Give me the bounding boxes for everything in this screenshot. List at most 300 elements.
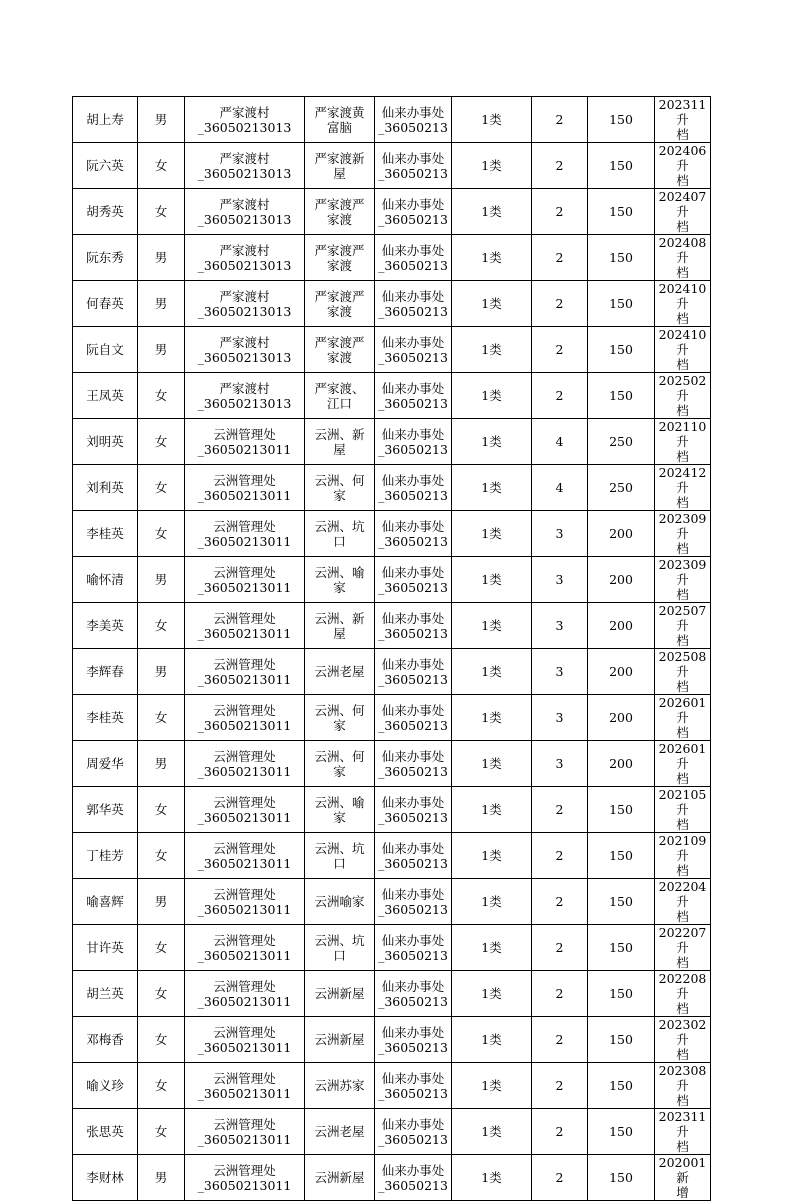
village-cell-line: 严家渡村 bbox=[219, 150, 270, 166]
note-cell bbox=[655, 1109, 711, 1155]
note-cell-line: 档 bbox=[676, 863, 689, 878]
note-cell-line: 档 bbox=[676, 1001, 689, 1016]
note-cell-line: 档 bbox=[676, 219, 689, 234]
group-cell-line: 家 bbox=[333, 579, 346, 595]
group-cell bbox=[305, 695, 375, 741]
gender-cell: 女 bbox=[138, 373, 185, 419]
category-cell: 1类 bbox=[452, 281, 532, 327]
office-cell bbox=[375, 879, 452, 925]
office-cell bbox=[375, 695, 452, 741]
office-cell-line: 仙来办事处 bbox=[381, 242, 445, 258]
village-cell bbox=[185, 879, 305, 925]
note-cell bbox=[655, 557, 711, 603]
village-cell-line: 云洲管理处 bbox=[213, 840, 276, 856]
group-cell bbox=[305, 1063, 375, 1109]
group-cell-line: 云洲、新 bbox=[314, 610, 365, 626]
group-cell-line: 家 bbox=[333, 487, 346, 503]
note-cell-line: 202507升 bbox=[658, 603, 707, 633]
table-row bbox=[73, 879, 711, 925]
note-cell-line: 档 bbox=[676, 1047, 689, 1062]
group-cell bbox=[305, 741, 375, 787]
village-cell-line: _36050213013 bbox=[197, 257, 292, 273]
village-cell-line: _36050213011 bbox=[197, 671, 292, 687]
office-cell-line: _36050213 bbox=[378, 487, 448, 503]
name-cell: 周爱华 bbox=[73, 741, 138, 787]
category-cell: 1类 bbox=[452, 695, 532, 741]
name-cell: 刘明英 bbox=[73, 419, 138, 465]
category-cell: 1类 bbox=[452, 327, 532, 373]
village-cell-line: _36050213011 bbox=[197, 763, 292, 779]
note-cell-line: 档 bbox=[676, 495, 689, 510]
group-cell-line: 家渡 bbox=[326, 257, 352, 273]
office-cell bbox=[375, 741, 452, 787]
note-cell bbox=[655, 97, 711, 143]
group-cell-line: 严家渡严 bbox=[314, 288, 365, 304]
name-cell: 丁桂芳 bbox=[73, 833, 138, 879]
note-cell bbox=[655, 741, 711, 787]
office-cell-line: 仙来办事处 bbox=[381, 288, 445, 304]
group-cell-line: 屋 bbox=[333, 625, 346, 641]
office-cell-line: 仙来办事处 bbox=[381, 748, 445, 764]
category-cell: 1类 bbox=[452, 787, 532, 833]
village-cell-line: _36050213013 bbox=[197, 303, 292, 319]
amount-cell: 150 bbox=[588, 833, 655, 879]
note-cell-line: 档 bbox=[676, 311, 689, 326]
group-cell bbox=[305, 1109, 375, 1155]
gender-cell: 男 bbox=[138, 741, 185, 787]
category-cell: 1类 bbox=[452, 465, 532, 511]
gender-cell: 女 bbox=[138, 833, 185, 879]
village-cell bbox=[185, 419, 305, 465]
category-cell: 1类 bbox=[452, 833, 532, 879]
village-cell-line: 云洲管理处 bbox=[213, 978, 276, 994]
group-cell bbox=[305, 235, 375, 281]
level-cell: 2 bbox=[532, 971, 588, 1017]
name-cell: 胡秀英 bbox=[73, 189, 138, 235]
group-cell-line: 家 bbox=[333, 809, 346, 825]
village-cell-line: _36050213011 bbox=[197, 625, 292, 641]
village-cell bbox=[185, 971, 305, 1017]
table-row bbox=[73, 511, 711, 557]
office-cell-line: _36050213 bbox=[378, 671, 448, 687]
group-cell bbox=[305, 649, 375, 695]
village-cell bbox=[185, 833, 305, 879]
village-cell-line: 严家渡村 bbox=[219, 196, 270, 212]
village-cell-line: _36050213011 bbox=[197, 487, 292, 503]
village-cell-line: _36050213011 bbox=[197, 579, 292, 595]
category-cell: 1类 bbox=[452, 557, 532, 603]
group-cell-line: 口 bbox=[333, 855, 346, 871]
group-cell-line: 屋 bbox=[333, 165, 346, 181]
group-cell-line: 云洲、坑 bbox=[314, 840, 365, 856]
category-cell: 1类 bbox=[452, 1109, 532, 1155]
village-cell bbox=[185, 189, 305, 235]
note-cell-line: 202406升 bbox=[658, 143, 707, 173]
gender-cell: 女 bbox=[138, 419, 185, 465]
group-cell-line: 口 bbox=[333, 947, 346, 963]
group-cell-line: 家渡 bbox=[326, 349, 352, 365]
village-cell-line: 云洲管理处 bbox=[213, 1116, 276, 1132]
category-cell: 1类 bbox=[452, 925, 532, 971]
note-cell-line: 202601升 bbox=[658, 741, 707, 771]
office-cell-line: _36050213 bbox=[378, 809, 448, 825]
table-row bbox=[73, 189, 711, 235]
note-cell-line: 202502升 bbox=[658, 373, 707, 403]
note-cell bbox=[655, 281, 711, 327]
level-cell: 3 bbox=[532, 649, 588, 695]
group-cell-line: 云洲老屋 bbox=[314, 1124, 365, 1139]
amount-cell: 200 bbox=[588, 741, 655, 787]
group-cell-line: 家渡 bbox=[326, 211, 352, 227]
level-cell: 2 bbox=[532, 925, 588, 971]
category-cell: 1类 bbox=[452, 971, 532, 1017]
group-cell-line: 富脑 bbox=[326, 119, 352, 135]
office-cell-line: _36050213 bbox=[378, 119, 448, 135]
note-cell-line: 档 bbox=[676, 771, 689, 786]
amount-cell: 150 bbox=[588, 97, 655, 143]
category-cell: 1类 bbox=[452, 189, 532, 235]
office-cell-line: 仙来办事处 bbox=[381, 1116, 445, 1132]
village-cell bbox=[185, 925, 305, 971]
category-cell: 1类 bbox=[452, 1063, 532, 1109]
note-cell-line: 202311升 bbox=[658, 97, 707, 127]
office-cell-line: _36050213 bbox=[378, 579, 448, 595]
gender-cell: 男 bbox=[138, 1155, 185, 1201]
office-cell-line: 仙来办事处 bbox=[381, 1024, 445, 1040]
village-cell-line: 云洲管理处 bbox=[213, 472, 276, 488]
office-cell-line: 仙来办事处 bbox=[381, 104, 445, 120]
office-cell-line: 仙来办事处 bbox=[381, 610, 445, 626]
village-cell-line: _36050213011 bbox=[197, 993, 292, 1009]
amount-cell: 150 bbox=[588, 189, 655, 235]
note-cell-line: 202410升 bbox=[658, 327, 707, 357]
category-cell: 1类 bbox=[452, 649, 532, 695]
office-cell bbox=[375, 557, 452, 603]
gender-cell: 男 bbox=[138, 327, 185, 373]
village-cell-line: _36050213013 bbox=[197, 211, 292, 227]
gender-cell: 男 bbox=[138, 557, 185, 603]
amount-cell: 200 bbox=[588, 603, 655, 649]
group-cell-line: 云洲喻家 bbox=[314, 894, 365, 909]
office-cell-line: _36050213 bbox=[378, 763, 448, 779]
note-cell bbox=[655, 327, 711, 373]
village-cell-line: 云洲管理处 bbox=[213, 702, 276, 718]
amount-cell: 150 bbox=[588, 143, 655, 189]
village-cell-line: _36050213011 bbox=[197, 809, 292, 825]
note-cell-line: 档 bbox=[676, 541, 689, 556]
note-cell-line: 档 bbox=[676, 955, 689, 970]
table-row bbox=[73, 143, 711, 189]
note-cell bbox=[655, 511, 711, 557]
group-cell bbox=[305, 281, 375, 327]
note-cell-line: 202204升 bbox=[658, 879, 707, 909]
gender-cell: 女 bbox=[138, 1109, 185, 1155]
village-cell-line: _36050213011 bbox=[197, 1085, 292, 1101]
office-cell-line: 仙来办事处 bbox=[381, 1162, 445, 1178]
office-cell-line: 仙来办事处 bbox=[381, 518, 445, 534]
note-cell bbox=[655, 833, 711, 879]
office-cell-line: 仙来办事处 bbox=[381, 702, 445, 718]
office-cell-line: 仙来办事处 bbox=[381, 1070, 445, 1086]
amount-cell: 150 bbox=[588, 971, 655, 1017]
name-cell: 阮六英 bbox=[73, 143, 138, 189]
gender-cell: 女 bbox=[138, 787, 185, 833]
note-cell-line: 档 bbox=[676, 1093, 689, 1108]
village-cell bbox=[185, 465, 305, 511]
village-cell-line: 云洲管理处 bbox=[213, 794, 276, 810]
category-cell: 1类 bbox=[452, 97, 532, 143]
beneficiary-table bbox=[72, 96, 711, 1201]
note-cell-line: 档 bbox=[676, 817, 689, 832]
village-cell bbox=[185, 787, 305, 833]
village-cell-line: 云洲管理处 bbox=[213, 564, 276, 580]
group-cell-line: 严家渡严 bbox=[314, 334, 365, 350]
group-cell-line: 云洲、喻 bbox=[314, 564, 365, 580]
village-cell bbox=[185, 603, 305, 649]
group-cell-line: 屋 bbox=[333, 441, 346, 457]
name-cell: 邓梅香 bbox=[73, 1017, 138, 1063]
group-cell bbox=[305, 603, 375, 649]
table-row bbox=[73, 603, 711, 649]
note-cell-line: 档 bbox=[676, 357, 689, 372]
village-cell bbox=[185, 695, 305, 741]
name-cell: 阮东秀 bbox=[73, 235, 138, 281]
amount-cell: 150 bbox=[588, 1017, 655, 1063]
village-cell-line: 严家渡村 bbox=[219, 334, 270, 350]
office-cell-line: 仙来办事处 bbox=[381, 978, 445, 994]
note-cell-line: 档 bbox=[676, 679, 689, 694]
category-cell: 1类 bbox=[452, 1155, 532, 1201]
category-cell: 1类 bbox=[452, 603, 532, 649]
group-cell-line: 云洲苏家 bbox=[314, 1078, 365, 1093]
group-cell bbox=[305, 373, 375, 419]
table-row bbox=[73, 97, 711, 143]
office-cell-line: 仙来办事处 bbox=[381, 150, 445, 166]
note-cell-line: 档 bbox=[676, 909, 689, 924]
village-cell bbox=[185, 281, 305, 327]
table-row bbox=[73, 1017, 711, 1063]
village-cell bbox=[185, 1063, 305, 1109]
group-cell-line: 严家渡严 bbox=[314, 242, 365, 258]
village-cell-line: 云洲管理处 bbox=[213, 1162, 276, 1178]
note-cell-line: 档 bbox=[676, 127, 689, 142]
office-cell-line: _36050213 bbox=[378, 625, 448, 641]
amount-cell: 150 bbox=[588, 879, 655, 925]
gender-cell: 女 bbox=[138, 465, 185, 511]
office-cell-line: _36050213 bbox=[378, 257, 448, 273]
office-cell-line: 仙来办事处 bbox=[381, 886, 445, 902]
village-cell-line: _36050213011 bbox=[197, 947, 292, 963]
amount-cell: 150 bbox=[588, 373, 655, 419]
amount-cell: 150 bbox=[588, 925, 655, 971]
village-cell-line: 严家渡村 bbox=[219, 288, 270, 304]
name-cell: 甘许英 bbox=[73, 925, 138, 971]
village-cell-line: _36050213013 bbox=[197, 349, 292, 365]
name-cell: 喻喜辉 bbox=[73, 879, 138, 925]
gender-cell: 男 bbox=[138, 97, 185, 143]
amount-cell: 200 bbox=[588, 557, 655, 603]
group-cell-line: 云洲、坑 bbox=[314, 518, 365, 534]
level-cell: 4 bbox=[532, 419, 588, 465]
note-cell-line: 202110升 bbox=[658, 419, 707, 449]
category-cell: 1类 bbox=[452, 235, 532, 281]
village-cell bbox=[185, 1155, 305, 1201]
level-cell: 3 bbox=[532, 741, 588, 787]
amount-cell: 150 bbox=[588, 1063, 655, 1109]
office-cell-line: _36050213 bbox=[378, 717, 448, 733]
office-cell-line: _36050213 bbox=[378, 303, 448, 319]
amount-cell: 200 bbox=[588, 511, 655, 557]
group-cell-line: 严家渡黄 bbox=[314, 104, 365, 120]
table-row bbox=[73, 695, 711, 741]
note-cell-line: 202309升 bbox=[658, 511, 707, 541]
office-cell-line: 仙来办事处 bbox=[381, 932, 445, 948]
village-cell-line: 云洲管理处 bbox=[213, 518, 276, 534]
note-cell bbox=[655, 189, 711, 235]
name-cell: 郭华英 bbox=[73, 787, 138, 833]
village-cell bbox=[185, 327, 305, 373]
group-cell-line: 严家渡、 bbox=[314, 380, 365, 396]
level-cell: 4 bbox=[532, 465, 588, 511]
village-cell bbox=[185, 1109, 305, 1155]
note-cell-line: 档 bbox=[676, 725, 689, 740]
gender-cell: 男 bbox=[138, 879, 185, 925]
office-cell-line: _36050213 bbox=[378, 441, 448, 457]
village-cell-line: _36050213011 bbox=[197, 1177, 292, 1193]
amount-cell: 250 bbox=[588, 419, 655, 465]
level-cell: 2 bbox=[532, 1155, 588, 1201]
gender-cell: 女 bbox=[138, 925, 185, 971]
village-cell-line: 云洲管理处 bbox=[213, 886, 276, 902]
office-cell bbox=[375, 833, 452, 879]
table-row bbox=[73, 327, 711, 373]
village-cell bbox=[185, 741, 305, 787]
village-cell-line: 云洲管理处 bbox=[213, 426, 276, 442]
note-cell-line: 202001新 bbox=[658, 1155, 707, 1185]
office-cell bbox=[375, 971, 452, 1017]
village-cell-line: _36050213013 bbox=[197, 395, 292, 411]
level-cell: 2 bbox=[532, 1109, 588, 1155]
note-cell bbox=[655, 1017, 711, 1063]
name-cell: 何春英 bbox=[73, 281, 138, 327]
table-row bbox=[73, 557, 711, 603]
note-cell-line: 202410升 bbox=[658, 281, 707, 311]
name-cell: 胡上寿 bbox=[73, 97, 138, 143]
group-cell bbox=[305, 833, 375, 879]
group-cell bbox=[305, 971, 375, 1017]
office-cell-line: 仙来办事处 bbox=[381, 656, 445, 672]
village-cell-line: _36050213013 bbox=[197, 165, 292, 181]
gender-cell: 女 bbox=[138, 695, 185, 741]
level-cell: 2 bbox=[532, 189, 588, 235]
office-cell-line: _36050213 bbox=[378, 993, 448, 1009]
table-row bbox=[73, 1109, 711, 1155]
office-cell-line: 仙来办事处 bbox=[381, 472, 445, 488]
note-cell-line: 202208升 bbox=[658, 971, 707, 1001]
office-cell bbox=[375, 143, 452, 189]
office-cell bbox=[375, 235, 452, 281]
group-cell-line: 云洲、喻 bbox=[314, 794, 365, 810]
gender-cell: 女 bbox=[138, 189, 185, 235]
level-cell: 2 bbox=[532, 787, 588, 833]
name-cell: 李桂英 bbox=[73, 511, 138, 557]
group-cell bbox=[305, 1155, 375, 1201]
name-cell: 李美英 bbox=[73, 603, 138, 649]
village-cell bbox=[185, 97, 305, 143]
level-cell: 2 bbox=[532, 373, 588, 419]
level-cell: 3 bbox=[532, 557, 588, 603]
office-cell bbox=[375, 649, 452, 695]
village-cell-line: _36050213011 bbox=[197, 901, 292, 917]
amount-cell: 150 bbox=[588, 281, 655, 327]
group-cell-line: 云洲、何 bbox=[314, 702, 365, 718]
group-cell-line: 家 bbox=[333, 763, 346, 779]
note-cell-line: 202302升 bbox=[658, 1017, 707, 1047]
office-cell-line: _36050213 bbox=[378, 533, 448, 549]
note-cell bbox=[655, 1063, 711, 1109]
amount-cell: 250 bbox=[588, 465, 655, 511]
note-cell bbox=[655, 879, 711, 925]
level-cell: 2 bbox=[532, 1063, 588, 1109]
office-cell-line: _36050213 bbox=[378, 855, 448, 871]
table-row bbox=[73, 971, 711, 1017]
table-row bbox=[73, 465, 711, 511]
level-cell: 3 bbox=[532, 603, 588, 649]
level-cell: 2 bbox=[532, 281, 588, 327]
office-cell bbox=[375, 419, 452, 465]
note-cell-line: 202207升 bbox=[658, 925, 707, 955]
amount-cell: 150 bbox=[588, 1155, 655, 1201]
note-cell-line: 202109升 bbox=[658, 833, 707, 863]
name-cell: 李桂英 bbox=[73, 695, 138, 741]
office-cell-line: _36050213 bbox=[378, 947, 448, 963]
gender-cell: 女 bbox=[138, 1063, 185, 1109]
village-cell-line: 云洲管理处 bbox=[213, 610, 276, 626]
office-cell bbox=[375, 1155, 452, 1201]
note-cell-line: 档 bbox=[676, 587, 689, 602]
name-cell: 李财林 bbox=[73, 1155, 138, 1201]
village-cell bbox=[185, 1017, 305, 1063]
village-cell-line: _36050213011 bbox=[197, 1131, 292, 1147]
name-cell: 喻怀清 bbox=[73, 557, 138, 603]
group-cell bbox=[305, 97, 375, 143]
office-cell-line: _36050213 bbox=[378, 1085, 448, 1101]
village-cell-line: 云洲管理处 bbox=[213, 932, 276, 948]
gender-cell: 女 bbox=[138, 143, 185, 189]
office-cell bbox=[375, 373, 452, 419]
group-cell bbox=[305, 557, 375, 603]
name-cell: 李辉春 bbox=[73, 649, 138, 695]
group-cell bbox=[305, 787, 375, 833]
gender-cell: 女 bbox=[138, 511, 185, 557]
office-cell-line: _36050213 bbox=[378, 211, 448, 227]
amount-cell: 150 bbox=[588, 1109, 655, 1155]
level-cell: 2 bbox=[532, 143, 588, 189]
note-cell-line: 202508升 bbox=[658, 649, 707, 679]
office-cell-line: _36050213 bbox=[378, 901, 448, 917]
office-cell-line: _36050213 bbox=[378, 165, 448, 181]
note-cell bbox=[655, 235, 711, 281]
office-cell-line: _36050213 bbox=[378, 395, 448, 411]
group-cell bbox=[305, 327, 375, 373]
office-cell-line: 仙来办事处 bbox=[381, 196, 445, 212]
category-cell: 1类 bbox=[452, 879, 532, 925]
amount-cell: 150 bbox=[588, 235, 655, 281]
level-cell: 3 bbox=[532, 695, 588, 741]
office-cell bbox=[375, 603, 452, 649]
village-cell bbox=[185, 235, 305, 281]
office-cell bbox=[375, 97, 452, 143]
